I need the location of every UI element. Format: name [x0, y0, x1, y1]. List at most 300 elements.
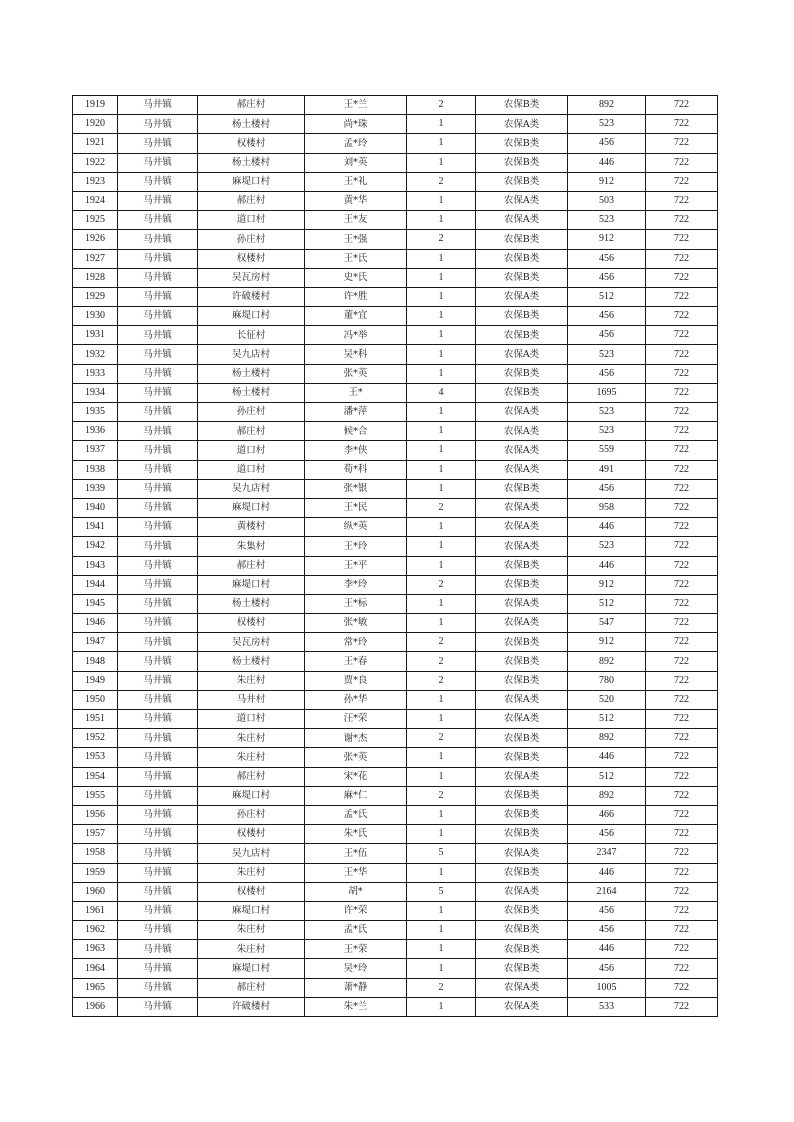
- village-cell: 麻堤口村: [198, 959, 305, 978]
- row-number: 1919: [73, 96, 118, 115]
- standard-cell: 722: [646, 633, 718, 652]
- row-number: 1926: [73, 230, 118, 249]
- category-cell: 农保A类: [476, 191, 568, 210]
- standard-cell: 722: [646, 134, 718, 153]
- category-cell: 农保A类: [476, 690, 568, 709]
- village-cell: 孙庄村: [198, 403, 305, 422]
- name-cell: 孙*华: [305, 690, 407, 709]
- standard-cell: 722: [646, 729, 718, 748]
- name-cell: 萧*静: [305, 978, 407, 997]
- household-size-cell: 1: [407, 268, 476, 287]
- row-number: 1920: [73, 115, 118, 134]
- household-size-cell: 2: [407, 978, 476, 997]
- village-cell: 朱庄村: [198, 729, 305, 748]
- row-number: 1952: [73, 729, 118, 748]
- beneficiary-table: [72, 95, 718, 1017]
- name-cell: 朱*兰: [305, 997, 407, 1016]
- township-cell: 马井镇: [118, 633, 198, 652]
- table-row: [73, 978, 718, 997]
- household-size-cell: 2: [407, 671, 476, 690]
- village-cell: 杨土楼村: [198, 652, 305, 671]
- row-number: 1928: [73, 268, 118, 287]
- village-cell: 麻堤口村: [198, 172, 305, 191]
- standard-cell: 722: [646, 805, 718, 824]
- category-cell: 农保B类: [476, 364, 568, 383]
- village-cell: 朱庄村: [198, 671, 305, 690]
- standard-cell: 722: [646, 575, 718, 594]
- name-cell: 张*银: [305, 479, 407, 498]
- township-cell: 马井镇: [118, 518, 198, 537]
- township-cell: 马井镇: [118, 959, 198, 978]
- village-cell: 许破楼村: [198, 287, 305, 306]
- township-cell: 马井镇: [118, 115, 198, 134]
- amount-cell: 523: [568, 345, 646, 364]
- table-row: [73, 882, 718, 901]
- township-cell: 马井镇: [118, 268, 198, 287]
- name-cell: 王*礼: [305, 172, 407, 191]
- row-number: 1951: [73, 710, 118, 729]
- household-size-cell: 1: [407, 748, 476, 767]
- village-cell: 麻堤口村: [198, 901, 305, 920]
- table-row: [73, 786, 718, 805]
- table-row: [73, 287, 718, 306]
- category-cell: 农保B类: [476, 652, 568, 671]
- township-cell: 马井镇: [118, 786, 198, 805]
- row-number: 1964: [73, 959, 118, 978]
- village-cell: 许破楼村: [198, 997, 305, 1016]
- village-cell: 马井村: [198, 690, 305, 709]
- name-cell: 王*华: [305, 863, 407, 882]
- row-number: 1937: [73, 441, 118, 460]
- name-cell: 王*民: [305, 498, 407, 517]
- standard-cell: 722: [646, 249, 718, 268]
- row-number: 1923: [73, 172, 118, 191]
- row-number: 1965: [73, 978, 118, 997]
- household-size-cell: 2: [407, 172, 476, 191]
- household-size-cell: 1: [407, 479, 476, 498]
- row-number: 1958: [73, 844, 118, 863]
- amount-cell: 912: [568, 633, 646, 652]
- township-cell: 马井镇: [118, 921, 198, 940]
- table-row: [73, 863, 718, 882]
- village-cell: 朱庄村: [198, 940, 305, 959]
- category-cell: 农保A类: [476, 460, 568, 479]
- name-cell: 王*: [305, 383, 407, 402]
- name-cell: 李*玲: [305, 575, 407, 594]
- row-number: 1922: [73, 153, 118, 172]
- name-cell: 王*友: [305, 211, 407, 230]
- row-number: 1944: [73, 575, 118, 594]
- village-cell: 杨土楼村: [198, 383, 305, 402]
- township-cell: 马井镇: [118, 805, 198, 824]
- category-cell: 农保B类: [476, 805, 568, 824]
- household-size-cell: 1: [407, 594, 476, 613]
- name-cell: 宋*花: [305, 767, 407, 786]
- household-size-cell: 1: [407, 767, 476, 786]
- household-size-cell: 1: [407, 921, 476, 940]
- township-cell: 马井镇: [118, 498, 198, 517]
- amount-cell: 523: [568, 115, 646, 134]
- row-number: 1930: [73, 307, 118, 326]
- township-cell: 马井镇: [118, 767, 198, 786]
- household-size-cell: 4: [407, 383, 476, 402]
- amount-cell: 456: [568, 921, 646, 940]
- household-size-cell: 1: [407, 614, 476, 633]
- standard-cell: 722: [646, 172, 718, 191]
- standard-cell: 722: [646, 940, 718, 959]
- category-cell: 农保B类: [476, 786, 568, 805]
- household-size-cell: 1: [407, 518, 476, 537]
- household-size-cell: 1: [407, 690, 476, 709]
- table-row: [73, 96, 718, 115]
- township-cell: 马井镇: [118, 153, 198, 172]
- township-cell: 马井镇: [118, 441, 198, 460]
- table-row: [73, 633, 718, 652]
- row-number: 1927: [73, 249, 118, 268]
- row-number: 1962: [73, 921, 118, 940]
- standard-cell: 722: [646, 191, 718, 210]
- household-size-cell: 1: [407, 364, 476, 383]
- standard-cell: 722: [646, 518, 718, 537]
- amount-cell: 892: [568, 729, 646, 748]
- row-number: 1947: [73, 633, 118, 652]
- village-cell: 孙庄村: [198, 805, 305, 824]
- table-row: [73, 805, 718, 824]
- village-cell: 朱庄村: [198, 748, 305, 767]
- row-number: 1953: [73, 748, 118, 767]
- township-cell: 马井镇: [118, 191, 198, 210]
- household-size-cell: 5: [407, 844, 476, 863]
- row-number: 1948: [73, 652, 118, 671]
- category-cell: 农保B类: [476, 230, 568, 249]
- name-cell: 谢*杰: [305, 729, 407, 748]
- household-size-cell: 1: [407, 556, 476, 575]
- table-row: [73, 230, 718, 249]
- row-number: 1946: [73, 614, 118, 633]
- name-cell: 吴*玲: [305, 959, 407, 978]
- township-cell: 马井镇: [118, 710, 198, 729]
- amount-cell: 446: [568, 518, 646, 537]
- village-cell: 麻堤口村: [198, 786, 305, 805]
- household-size-cell: 1: [407, 863, 476, 882]
- name-cell: 王*强: [305, 230, 407, 249]
- table-row: [73, 326, 718, 345]
- household-size-cell: 2: [407, 729, 476, 748]
- amount-cell: 446: [568, 748, 646, 767]
- standard-cell: 722: [646, 710, 718, 729]
- amount-cell: 912: [568, 230, 646, 249]
- category-cell: 农保B类: [476, 556, 568, 575]
- household-size-cell: 1: [407, 153, 476, 172]
- row-number: 1939: [73, 479, 118, 498]
- table-row: [73, 460, 718, 479]
- township-cell: 马井镇: [118, 825, 198, 844]
- village-cell: 朱庄村: [198, 863, 305, 882]
- name-cell: 贾*良: [305, 671, 407, 690]
- village-cell: 道口村: [198, 441, 305, 460]
- row-number: 1966: [73, 997, 118, 1016]
- name-cell: 吴*科: [305, 345, 407, 364]
- household-size-cell: 1: [407, 805, 476, 824]
- table-row: [73, 652, 718, 671]
- standard-cell: 722: [646, 211, 718, 230]
- standard-cell: 722: [646, 921, 718, 940]
- township-cell: 马井镇: [118, 690, 198, 709]
- standard-cell: 722: [646, 115, 718, 134]
- table-row: [73, 901, 718, 920]
- household-size-cell: 5: [407, 882, 476, 901]
- category-cell: 农保A类: [476, 594, 568, 613]
- table-row: [73, 268, 718, 287]
- row-number: 1942: [73, 537, 118, 556]
- row-number: 1959: [73, 863, 118, 882]
- household-size-cell: 1: [407, 940, 476, 959]
- category-cell: 农保B类: [476, 825, 568, 844]
- row-number: 1933: [73, 364, 118, 383]
- standard-cell: 722: [646, 863, 718, 882]
- standard-cell: 722: [646, 690, 718, 709]
- amount-cell: 892: [568, 786, 646, 805]
- township-cell: 马井镇: [118, 671, 198, 690]
- township-cell: 马井镇: [118, 575, 198, 594]
- village-cell: 吴瓦房村: [198, 633, 305, 652]
- household-size-cell: 1: [407, 460, 476, 479]
- table-row: [73, 364, 718, 383]
- table-row: [73, 441, 718, 460]
- row-number: 1961: [73, 901, 118, 920]
- amount-cell: 912: [568, 172, 646, 191]
- category-cell: 农保A类: [476, 518, 568, 537]
- category-cell: 农保B类: [476, 921, 568, 940]
- village-cell: 孙庄村: [198, 230, 305, 249]
- table-row: [73, 748, 718, 767]
- row-number: 1940: [73, 498, 118, 517]
- township-cell: 马井镇: [118, 96, 198, 115]
- category-cell: 农保A类: [476, 997, 568, 1016]
- table-row: [73, 671, 718, 690]
- row-number: 1956: [73, 805, 118, 824]
- standard-cell: 722: [646, 383, 718, 402]
- village-cell: 道口村: [198, 211, 305, 230]
- category-cell: 农保B类: [476, 249, 568, 268]
- village-cell: 郝庄村: [198, 96, 305, 115]
- village-cell: 权楼村: [198, 825, 305, 844]
- township-cell: 马井镇: [118, 383, 198, 402]
- standard-cell: 722: [646, 594, 718, 613]
- household-size-cell: 1: [407, 537, 476, 556]
- row-number: 1938: [73, 460, 118, 479]
- household-size-cell: 2: [407, 96, 476, 115]
- household-size-cell: 1: [407, 115, 476, 134]
- amount-cell: 446: [568, 940, 646, 959]
- name-cell: 张*英: [305, 748, 407, 767]
- table-row: [73, 191, 718, 210]
- name-cell: 冯*举: [305, 326, 407, 345]
- township-cell: 马井镇: [118, 863, 198, 882]
- category-cell: 农保A类: [476, 115, 568, 134]
- standard-cell: 722: [646, 403, 718, 422]
- table-row: [73, 825, 718, 844]
- amount-cell: 1695: [568, 383, 646, 402]
- township-cell: 马井镇: [118, 211, 198, 230]
- category-cell: 农保B类: [476, 671, 568, 690]
- category-cell: 农保A类: [476, 844, 568, 863]
- table-row: [73, 690, 718, 709]
- amount-cell: 512: [568, 287, 646, 306]
- table-row: [73, 518, 718, 537]
- row-number: 1945: [73, 594, 118, 613]
- standard-cell: 722: [646, 959, 718, 978]
- table-row: [73, 403, 718, 422]
- name-cell: 常*玲: [305, 633, 407, 652]
- table-row: [73, 422, 718, 441]
- category-cell: 农保B类: [476, 268, 568, 287]
- category-cell: 农保A类: [476, 882, 568, 901]
- village-cell: 权楼村: [198, 882, 305, 901]
- table-row: [73, 844, 718, 863]
- name-cell: 李*侠: [305, 441, 407, 460]
- village-cell: 道口村: [198, 710, 305, 729]
- amount-cell: 456: [568, 479, 646, 498]
- category-cell: 农保B类: [476, 959, 568, 978]
- table-row: [73, 710, 718, 729]
- standard-cell: 722: [646, 230, 718, 249]
- category-cell: 农保A类: [476, 211, 568, 230]
- name-cell: 王*平: [305, 556, 407, 575]
- name-cell: 王*荣: [305, 940, 407, 959]
- name-cell: 王*玲: [305, 537, 407, 556]
- household-size-cell: 2: [407, 786, 476, 805]
- standard-cell: 722: [646, 997, 718, 1016]
- category-cell: 农保B类: [476, 575, 568, 594]
- amount-cell: 958: [568, 498, 646, 517]
- category-cell: 农保A类: [476, 614, 568, 633]
- row-number: 1935: [73, 403, 118, 422]
- township-cell: 马井镇: [118, 460, 198, 479]
- category-cell: 农保A类: [476, 345, 568, 364]
- household-size-cell: 1: [407, 287, 476, 306]
- amount-cell: 523: [568, 422, 646, 441]
- category-cell: 农保A类: [476, 403, 568, 422]
- village-cell: 吴瓦房村: [198, 268, 305, 287]
- name-cell: 许*胜: [305, 287, 407, 306]
- name-cell: 尚*珠: [305, 115, 407, 134]
- household-size-cell: 2: [407, 498, 476, 517]
- table-row: [73, 345, 718, 364]
- township-cell: 马井镇: [118, 844, 198, 863]
- household-size-cell: 1: [407, 997, 476, 1016]
- amount-cell: 533: [568, 997, 646, 1016]
- standard-cell: 722: [646, 978, 718, 997]
- table-row: [73, 498, 718, 517]
- village-cell: 杨土楼村: [198, 115, 305, 134]
- village-cell: 杨土楼村: [198, 153, 305, 172]
- name-cell: 候*合: [305, 422, 407, 441]
- township-cell: 马井镇: [118, 403, 198, 422]
- name-cell: 王*氏: [305, 249, 407, 268]
- amount-cell: 456: [568, 825, 646, 844]
- table-row: [73, 767, 718, 786]
- township-cell: 马井镇: [118, 940, 198, 959]
- village-cell: 权楼村: [198, 614, 305, 633]
- row-number: 1954: [73, 767, 118, 786]
- category-cell: 农保B类: [476, 383, 568, 402]
- name-cell: 张*敏: [305, 614, 407, 633]
- household-size-cell: 1: [407, 403, 476, 422]
- standard-cell: 722: [646, 153, 718, 172]
- township-cell: 马井镇: [118, 556, 198, 575]
- township-cell: 马井镇: [118, 345, 198, 364]
- table-body: [73, 96, 718, 1017]
- row-number: 1934: [73, 383, 118, 402]
- category-cell: 农保A类: [476, 767, 568, 786]
- household-size-cell: 1: [407, 959, 476, 978]
- household-size-cell: 1: [407, 211, 476, 230]
- table-row: [73, 249, 718, 268]
- household-size-cell: 1: [407, 441, 476, 460]
- amount-cell: 446: [568, 153, 646, 172]
- township-cell: 马井镇: [118, 997, 198, 1016]
- row-number: 1950: [73, 690, 118, 709]
- name-cell: 汪*荣: [305, 710, 407, 729]
- amount-cell: 466: [568, 805, 646, 824]
- row-number: 1949: [73, 671, 118, 690]
- amount-cell: 892: [568, 652, 646, 671]
- name-cell: 孟*玲: [305, 134, 407, 153]
- amount-cell: 1005: [568, 978, 646, 997]
- row-number: 1925: [73, 211, 118, 230]
- township-cell: 马井镇: [118, 307, 198, 326]
- amount-cell: 446: [568, 556, 646, 575]
- township-cell: 马井镇: [118, 882, 198, 901]
- row-number: 1929: [73, 287, 118, 306]
- amount-cell: 491: [568, 460, 646, 479]
- name-cell: 孟*氏: [305, 921, 407, 940]
- name-cell: 朱*氏: [305, 825, 407, 844]
- row-number: 1921: [73, 134, 118, 153]
- household-size-cell: 1: [407, 326, 476, 345]
- village-cell: 麻堤口村: [198, 307, 305, 326]
- household-size-cell: 1: [407, 825, 476, 844]
- name-cell: 张*英: [305, 364, 407, 383]
- name-cell: 麻*仁: [305, 786, 407, 805]
- household-size-cell: 1: [407, 710, 476, 729]
- household-size-cell: 2: [407, 652, 476, 671]
- category-cell: 农保B类: [476, 479, 568, 498]
- row-number: 1941: [73, 518, 118, 537]
- table-row: [73, 537, 718, 556]
- row-number: 1936: [73, 422, 118, 441]
- village-cell: 杨土楼村: [198, 594, 305, 613]
- row-number: 1955: [73, 786, 118, 805]
- table-row: [73, 479, 718, 498]
- table-row: [73, 997, 718, 1016]
- table-row: [73, 172, 718, 191]
- household-size-cell: 1: [407, 345, 476, 364]
- household-size-cell: 1: [407, 134, 476, 153]
- township-cell: 马井镇: [118, 134, 198, 153]
- name-cell: 许*荣: [305, 901, 407, 920]
- name-cell: 孟*氏: [305, 805, 407, 824]
- village-cell: 杨土楼村: [198, 364, 305, 383]
- name-cell: 刘*英: [305, 153, 407, 172]
- village-cell: 郝庄村: [198, 422, 305, 441]
- table-row: [73, 921, 718, 940]
- table-row: [73, 594, 718, 613]
- amount-cell: 456: [568, 249, 646, 268]
- amount-cell: 446: [568, 863, 646, 882]
- category-cell: 农保B类: [476, 940, 568, 959]
